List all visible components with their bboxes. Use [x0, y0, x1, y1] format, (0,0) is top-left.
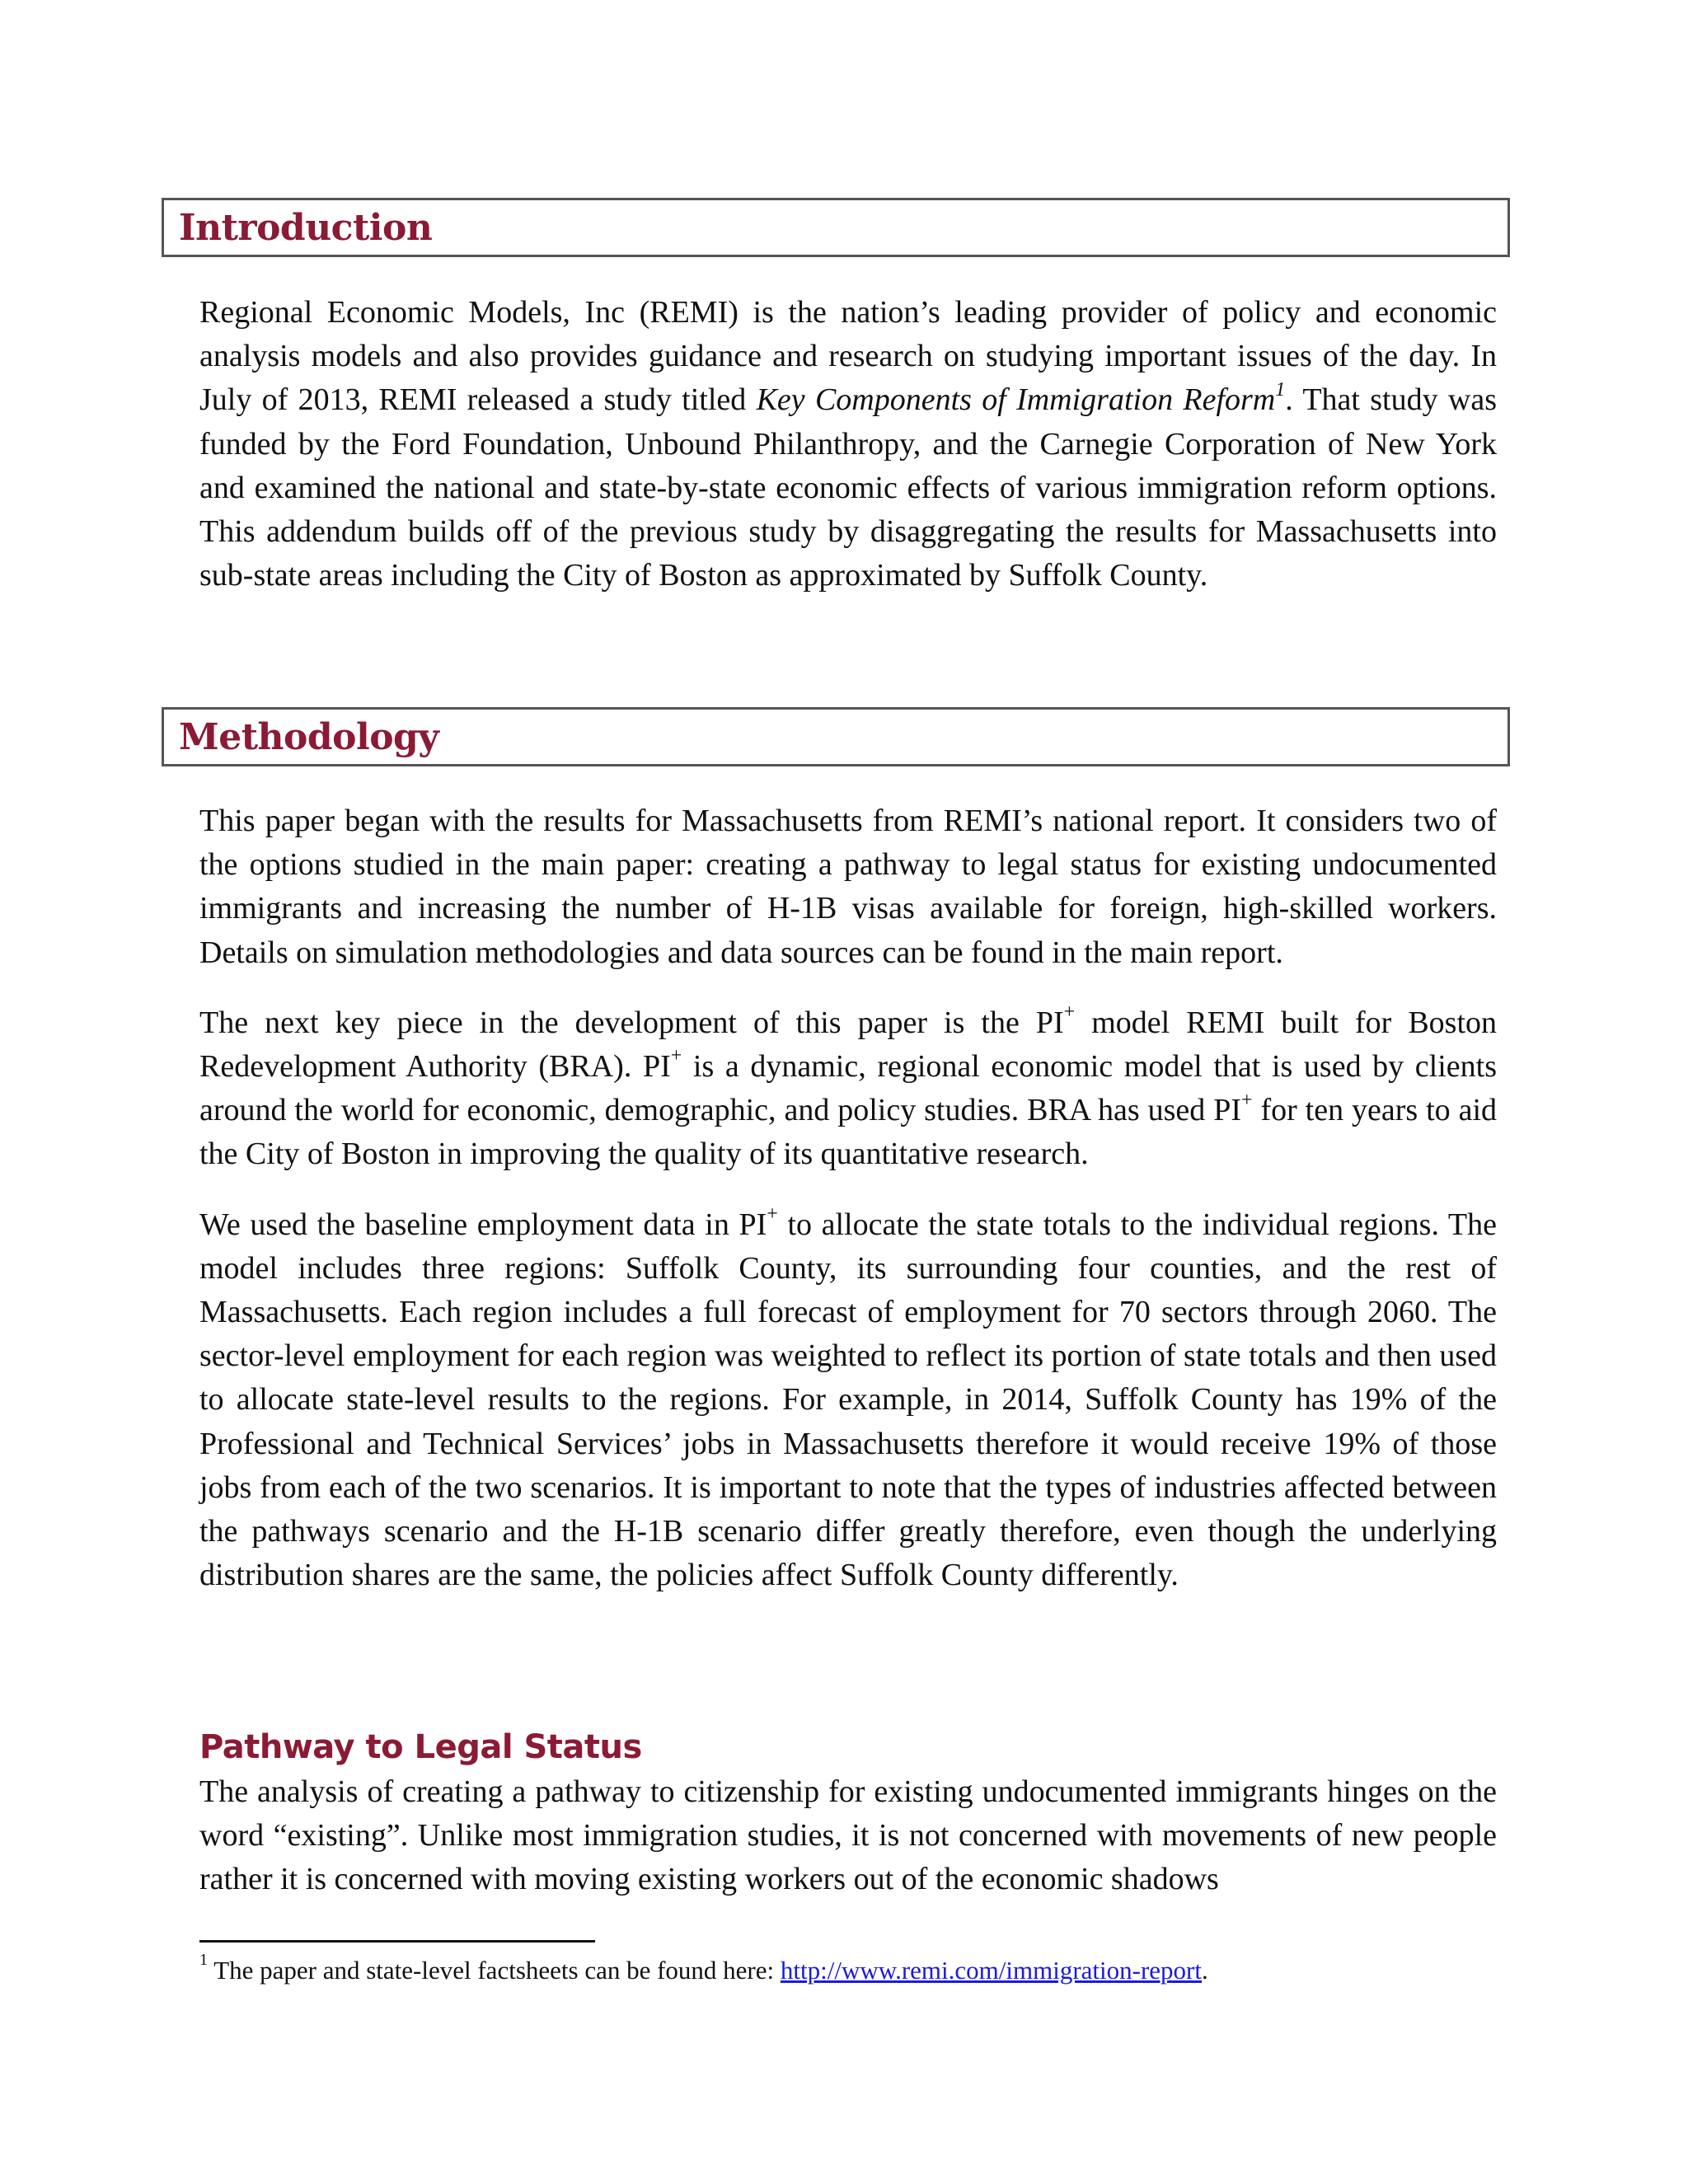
methodology-paragraph-1: This paper began with the results for Massachusetts from REMI’s national report. It considers two of the options studied in the main paper: creating a pathway to legal status for existing undocumented immigrants and increasing the number of H-1B visas available for foreign, high-skilled workers. Details on simulation methodologies and data sources can be found in the main report. — [199, 804, 1497, 970]
methodology-heading: Methodology — [179, 716, 439, 758]
intro-text-part2: . That study was funded by the Ford Foundation, Unbound Philanthropy, and the Carnegie Corporation of New York and examined the national and state-by-state economic effects of various immigration reform options. This addendum builds off of the previous study by disaggregating the results for Massachusetts into sub-state areas including the City of Boston as approximated by Suffolk County. — [199, 382, 1497, 593]
text-run: for ten years to aid the City of Boston in improving the quality of its quantitative research. — [199, 1093, 1497, 1172]
footnote-link[interactable]: http://www.remi.com/immigration-report — [780, 1956, 1202, 1985]
pathway-body — [199, 1770, 1497, 1902]
methodology-paragraph-2 — [199, 1001, 1497, 1177]
footnote-text: The paper and state-level factsheets can be found here: — [208, 1956, 781, 1985]
pi-plus-model — [1035, 1001, 1076, 1040]
pi-plus-model — [642, 1045, 682, 1085]
pathway-paragraph: The analysis of creating a pathway to citizenship for existing undocumented immigrants hinges on the word “existing”. Unlike most immigration studies, it is not concerned with movements of new people rather it is concerned with moving existing workers out of the economic shadows — [199, 1774, 1497, 1897]
pi-label: PI — [1035, 1005, 1064, 1040]
footnote-number: 1 — [199, 1950, 208, 1969]
text-run: We used the baseline employment data in — [199, 1207, 739, 1242]
text-run: to allocate the state totals to the individual regions. The model includes three regions: Suffolk County, its surrounding four counties, and the rest of Massachusetts. Each region includes a full forecast of employment for 70 sectors through 2060. The sector-level employment for each region was weighted to reflect its portion of state totals and then used to allocate state-level results to the regions. For example, in 2014, Suffolk County has 19% of the Professional and Technical Services’ jobs in Massachusetts therefore it would receive 19% of those jobs from each of the two scenarios. It is important to note that the types of industries affected between the pathways scenario and the H-1B scenario differ greatly therefore, even though the underlying distribution shares are the same, the policies affect Suffolk County differently. — [199, 1207, 1497, 1593]
methodology-paragraph-3 — [199, 1203, 1497, 1598]
text-run: The next key piece in the development of this paper is the — [199, 1005, 1036, 1040]
pi-label: PI — [1213, 1093, 1241, 1128]
text-run: is a dynamic, regional economic model that is used by clients around the world for economic, demographic, and policy studies. BRA has used — [199, 1049, 1497, 1128]
introduction-body — [199, 291, 1497, 598]
intro-text-part1: Regional Economic Models, Inc (REMI) is the nation’s leading provider of policy and economic analysis models and also provides guidance and research on studying important issues of the day. In July of 2013, REMI released a study titled — [199, 295, 1497, 418]
footnote — [199, 1950, 1208, 1988]
pi-label: PI — [642, 1049, 671, 1085]
plus-superscript: + — [670, 1045, 682, 1067]
pathway-subheading: Pathway to Legal Status — [199, 1728, 642, 1766]
footnote-reference[interactable]: 1 — [1275, 378, 1286, 401]
footnote-divider — [199, 1940, 595, 1943]
pi-plus-model — [1213, 1089, 1253, 1128]
plus-superscript: + — [1063, 1001, 1076, 1024]
methodology-heading-box — [162, 707, 1510, 766]
pi-plus-model — [738, 1202, 778, 1242]
pi-label: PI — [738, 1207, 767, 1242]
text-run: model REMI built for Boston Redevelopment Authority (BRA). — [199, 1005, 1498, 1085]
plus-superscript: + — [767, 1202, 778, 1225]
methodology-body — [199, 799, 1497, 1597]
introduction-heading-box — [162, 198, 1510, 257]
introduction-heading: Introduction — [179, 207, 433, 249]
plus-superscript: + — [1241, 1089, 1253, 1111]
introduction-paragraph — [199, 291, 1497, 598]
study-title: Key Components of Immigration Reform — [756, 382, 1276, 418]
footnote-trailing: . — [1202, 1956, 1208, 1985]
